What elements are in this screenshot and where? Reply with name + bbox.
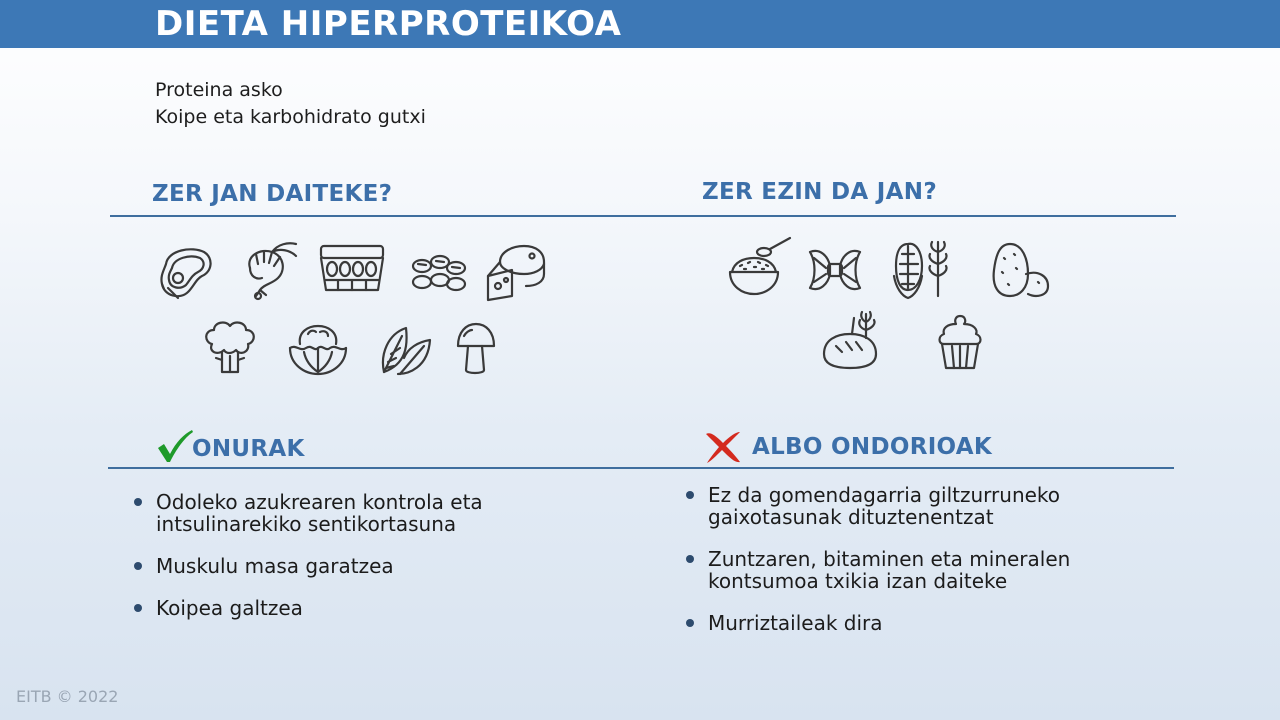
legumes-icon <box>408 252 470 294</box>
potato-icon <box>990 240 1052 300</box>
list-item <box>134 555 614 577</box>
side-effect-2-line-2: kontsumoa txikia izan daiteke <box>708 569 1008 593</box>
bullet-dot <box>134 498 142 506</box>
intro-line-2: Koipe eta karbohidrato gutxi <box>155 106 426 128</box>
intro-line-1: Proteina asko <box>155 79 283 101</box>
bullet-dot <box>686 491 694 499</box>
bullet-dot <box>134 604 142 612</box>
bullet-dot <box>134 562 142 570</box>
benefit-2: Muskulu masa garatzea <box>156 554 394 578</box>
benefit-1-line-2: intsulinarekiko sentikortasuna <box>156 512 457 536</box>
side-effect-1-line-1: Ez da gomendagarria giltzurruneko <box>708 483 1061 507</box>
list-item <box>134 597 614 619</box>
cross-mark-icon <box>704 430 742 464</box>
benefits-list <box>134 491 614 619</box>
bullet-dot <box>686 619 694 627</box>
cupcake-icon <box>936 312 984 372</box>
side-effect-1-line-2: gaixotasunak dituztenentzat <box>708 505 994 529</box>
rice-bowl-icon <box>726 232 794 298</box>
benefits-title: ONURAK <box>192 436 305 462</box>
benefit-1-line-1: Odoleko azukrearen kontrola eta <box>156 490 483 514</box>
cabbage-icon <box>286 322 350 376</box>
list-item <box>134 491 614 535</box>
mushroom-icon <box>454 322 496 376</box>
side-effects-list <box>686 484 1206 634</box>
list-item <box>686 484 1206 528</box>
check-mark-icon <box>156 428 194 464</box>
cannot-eat-title: ZER EZIN DA JAN? <box>702 179 937 205</box>
pasta-icon <box>806 244 864 296</box>
corn-wheat-icon <box>892 236 962 302</box>
list-item <box>686 548 1206 592</box>
top-divider <box>110 215 1176 217</box>
side-effects-title: ALBO ONDORIOAK <box>752 434 993 460</box>
steak-icon <box>156 242 216 302</box>
page-title: DIETA HIPERPROTEIKOA <box>155 4 622 44</box>
header-bar <box>0 0 1280 48</box>
egg-carton-icon <box>318 242 386 298</box>
copyright-footer: EITB © 2022 <box>16 687 119 706</box>
bread-icon <box>820 310 884 372</box>
list-item <box>686 612 1206 634</box>
bullet-dot <box>686 555 694 563</box>
benefit-3: Koipea galtzea <box>156 596 303 620</box>
side-effect-2-line-1: Zuntzaren, bitaminen eta mineralen <box>708 547 1071 571</box>
can-eat-title: ZER JAN DAITEKE? <box>152 181 393 207</box>
cheese-icon <box>486 240 548 302</box>
broccoli-icon <box>200 318 260 378</box>
bottom-divider <box>108 467 1174 469</box>
leaf-icon <box>378 324 434 378</box>
side-effect-3: Murriztaileak dira <box>708 611 883 635</box>
shrimp-icon <box>236 240 298 302</box>
